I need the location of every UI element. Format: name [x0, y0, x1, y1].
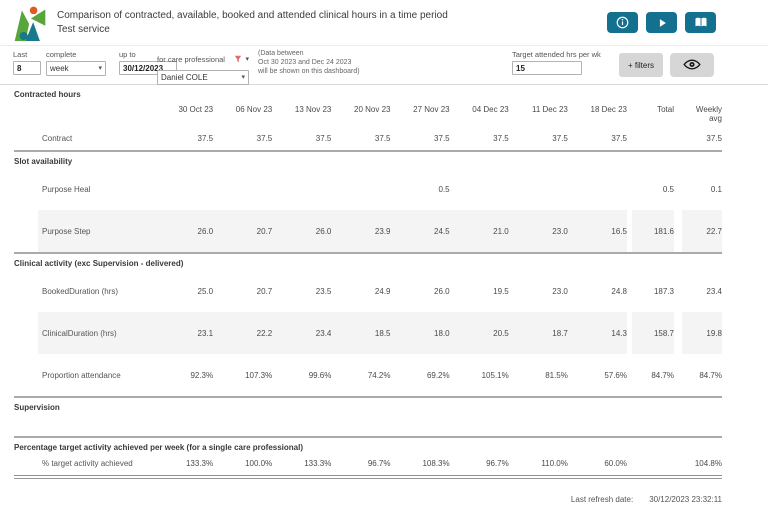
filter-complete-label: complete [46, 50, 77, 59]
eye-icon [683, 59, 701, 72]
cell-value: 133.3% [185, 458, 214, 468]
table-row [14, 210, 722, 252]
last-refresh-value: 30/12/2023 23:32:11 [649, 495, 722, 504]
filter-up-to-label: up to [119, 50, 136, 59]
cell-value: 14.3 [568, 312, 627, 354]
cell-value [509, 168, 568, 210]
book-icon [693, 16, 709, 29]
column-header: 30 Oct 23 [178, 105, 214, 114]
cell-value: 21.0 [450, 210, 509, 252]
column-header: 18 Dec 23 [590, 105, 627, 114]
cell-weekly-avg: 37.5 [706, 133, 722, 143]
cell-value: 96.7% [367, 458, 391, 468]
add-filters-button[interactable]: + filters [619, 53, 663, 77]
cell-value: 23.4 [272, 312, 331, 354]
indent-spacer [14, 126, 38, 150]
info-icon [615, 15, 630, 30]
row-label: Contract [42, 133, 73, 143]
cell-value: 37.5 [611, 133, 627, 143]
table-section [14, 150, 722, 252]
column-header: 04 Dec 23 [472, 105, 509, 114]
cell-value: 25.0 [197, 286, 214, 296]
indent-spacer [14, 270, 38, 312]
eye-button[interactable] [670, 53, 714, 77]
row-label: Purpose Heal [42, 184, 91, 194]
cell-weekly-avg: 0.1 [710, 184, 722, 194]
cell-value: 81.5% [545, 370, 568, 380]
filter-last [13, 50, 41, 75]
service-name: Test service [57, 23, 110, 35]
cell-value [154, 168, 213, 210]
section-title: Clinical activity (exc Supervision - delivered) [14, 259, 184, 268]
filter-funnel-icon[interactable] [234, 50, 242, 68]
cell-value: 16.5 [568, 210, 627, 252]
column-header: 11 Dec 23 [532, 105, 568, 114]
cell-value: 23.9 [331, 210, 390, 252]
cell-value: 20.7 [213, 210, 272, 252]
period-select-value: week [50, 64, 69, 73]
table-section [14, 252, 722, 396]
row-label: ClinicalDuration (hrs) [38, 312, 154, 354]
care-professional-value: Daniel COLE [161, 73, 208, 82]
cell-value: 133.3% [304, 458, 332, 468]
cell-value: 23.5 [315, 286, 332, 296]
cell-weekly-avg: 84.7% [699, 370, 722, 380]
cell-value: 24.9 [374, 286, 391, 296]
cell-total [632, 126, 674, 150]
cell-value: 57.6% [604, 370, 627, 380]
app-header [0, 0, 768, 46]
cell-value: 23.1 [154, 312, 213, 354]
app-logo-icon [12, 5, 48, 41]
period-select[interactable] [46, 61, 106, 76]
row-label: Purpose Step [38, 210, 154, 252]
column-header: 27 Nov 23 [413, 105, 450, 114]
cell-value: 20.7 [256, 286, 273, 296]
hours-table [14, 85, 722, 472]
cell-weekly-avg: 19.8 [682, 312, 722, 354]
cell-value: 18.7 [509, 312, 568, 354]
cell-value: 74.2% [367, 370, 391, 380]
cell-value: 0.5 [438, 184, 450, 194]
cell-value: 69.2% [426, 370, 450, 380]
chevron-down-icon: ▾ [241, 74, 245, 81]
care-professional-select[interactable] [157, 70, 249, 85]
table-section [14, 85, 722, 150]
indent-spacer [14, 454, 38, 472]
table-end-divider [14, 475, 722, 479]
data-range-note: (Data between Oct 30 2023 and Dec 24 2023 will be shown on this dashboard) [258, 50, 360, 75]
table-section [14, 436, 722, 472]
cell-value [331, 168, 390, 210]
row-label: BookedDuration (hrs) [42, 286, 119, 296]
column-header: 06 Nov 23 [235, 105, 273, 114]
cell-value: 23.0 [509, 210, 568, 252]
cell-value: 22.2 [213, 312, 272, 354]
care-professional-label: for care professional [157, 54, 225, 64]
filter-care-professional [157, 50, 249, 85]
table-row [14, 126, 722, 150]
cell-value: 26.0 [272, 210, 331, 252]
cell-value: 37.5 [374, 133, 391, 143]
cell-total: 84.7% [651, 370, 674, 380]
target-hrs-input[interactable] [512, 61, 582, 75]
table-row [14, 354, 722, 396]
table-section [14, 396, 722, 436]
cell-total: 0.5 [662, 184, 674, 194]
column-header: 13 Nov 23 [294, 105, 332, 114]
cell-value: 24.5 [391, 210, 450, 252]
section-title: Contracted hours [14, 90, 81, 99]
play-button[interactable] [646, 12, 677, 33]
filter-bar [0, 46, 768, 85]
table-row [14, 270, 722, 312]
cell-value: 110.0% [541, 458, 568, 468]
row-label: Proportion attendance [42, 370, 121, 380]
table-row [14, 454, 722, 472]
cell-value [450, 168, 509, 210]
page-title: Comparison of contracted, available, booked and attended clinical hours in a time period [57, 9, 448, 21]
cell-total: 181.6 [632, 210, 674, 252]
section-title: Percentage target activity achieved per week (for a single care professional) [14, 443, 304, 452]
target-label: Target attended hrs per wk [512, 50, 601, 59]
cell-value: 108.3% [422, 458, 450, 468]
cell-value: 60.0% [604, 458, 627, 468]
column-header-total: Total [657, 105, 674, 114]
cell-value: 37.5 [256, 133, 273, 143]
cell-value: 105.1% [481, 370, 509, 380]
cell-value: 19.5 [493, 286, 509, 296]
book-button[interactable] [685, 12, 716, 33]
column-header: 20 Nov 23 [354, 105, 391, 114]
indent-spacer [14, 312, 38, 354]
info-button[interactable] [607, 12, 638, 33]
column-header-weekly-avg: Weekly avg [695, 105, 722, 123]
cell-value: 18.5 [331, 312, 390, 354]
cell-value: 92.3% [190, 370, 214, 380]
cell-value: 37.5 [493, 133, 509, 143]
cell-value: 24.8 [611, 286, 627, 296]
filter-last-label: Last [13, 50, 28, 59]
cell-value: 37.5 [315, 133, 332, 143]
cell-value: 37.5 [434, 133, 450, 143]
table-row [14, 168, 722, 210]
row-label: % target activity achieved [42, 458, 133, 468]
indent-spacer [14, 210, 38, 252]
header-buttons [607, 12, 716, 33]
cell-value: 37.5 [197, 133, 214, 143]
cell-total: 187.3 [653, 286, 674, 296]
refresh-footer [14, 495, 722, 504]
cell-total [632, 454, 674, 472]
last-refresh-label: Last refresh date: [570, 495, 634, 504]
chevron-down-icon: ▾ [98, 65, 102, 72]
chevron-down-icon[interactable]: ▾ [245, 55, 249, 63]
cell-value: 37.5 [552, 133, 568, 143]
cell-weekly-avg: 22.7 [682, 210, 722, 252]
table-sections [14, 85, 722, 472]
cell-value: 20.5 [450, 312, 509, 354]
filter-complete [46, 50, 106, 76]
cell-value: 26.0 [434, 286, 450, 296]
last-n-input[interactable] [13, 61, 41, 75]
indent-spacer [14, 354, 38, 396]
cell-weekly-avg: 104.8% [694, 458, 722, 468]
cell-value [213, 168, 272, 210]
cell-value: 23.0 [552, 286, 568, 296]
cell-weekly-avg: 23.4 [706, 286, 722, 296]
section-title: Supervision [14, 403, 60, 412]
section-title: Slot availability [14, 157, 73, 166]
cell-value: 96.7% [486, 458, 509, 468]
cell-value: 26.0 [154, 210, 213, 252]
cell-value: 100.0% [245, 458, 273, 468]
cell-total: 158.7 [632, 312, 674, 354]
column-header-row [14, 101, 722, 126]
cell-value: 107.3% [245, 370, 273, 380]
cell-value: 99.6% [308, 370, 332, 380]
filter-target [512, 50, 601, 75]
cell-value: 18.0 [391, 312, 450, 354]
cell-value [272, 168, 331, 210]
play-icon [655, 16, 669, 30]
table-row [14, 312, 722, 354]
indent-spacer [14, 168, 38, 210]
cell-value [568, 168, 627, 210]
